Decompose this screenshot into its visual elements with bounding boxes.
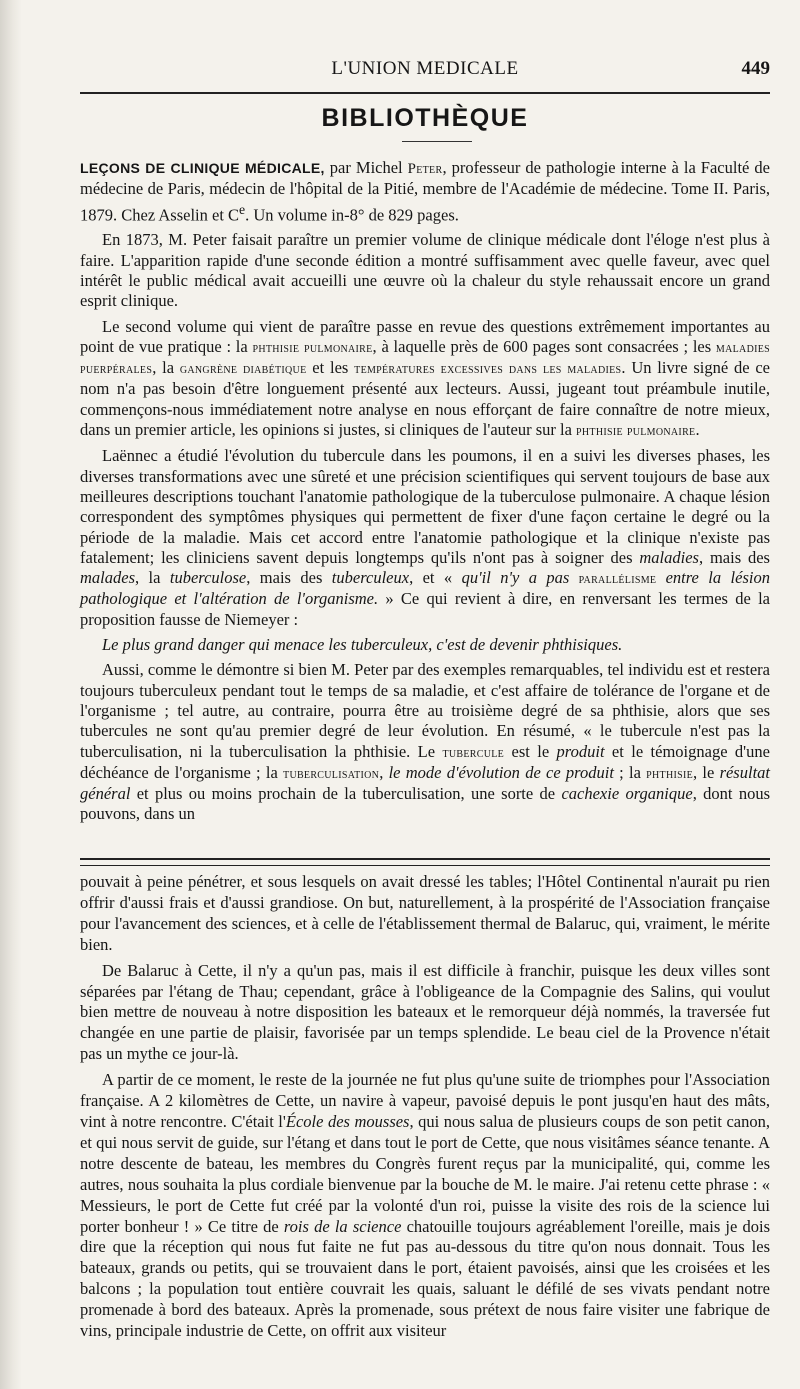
review-paragraph-2: Le second volume qui vient de paraître passe en revue des questions extrêmement importantes au point de vue pratique : la phthisie pulmonaire, à laquelle près de 600 pages sont consacrées ; les maladies puerpérales, la gangrène diabétique et les températures excessives dans les maladies. Un livre signé de ce nom n'a pas besoin d'être longuement présenté aux lecteurs. Aussi, jugeant tout préambule inutile, commençons-nous immédiatement notre analyse en nous efforçant de faire connaître de notre mieux, dans un premier article, les opinions si justes, si cliniques de l'auteur sur la phthisie pulmonaire. (80, 316, 770, 440)
running-head (80, 58, 770, 82)
section-title: BIBLIOTHÈQUE (321, 104, 529, 132)
review-paragraph-3: Laënnec a étudié l'évolution du tubercule dans les poumons, il en a suivi les diverses phases, les diverses transformations avec une sûreté et une précision scientifiques qui servent toujours de base aux meilleures descriptions touchant l'anatomie pathologique de la tuberculose pulmonaire. A chaque lésion correspondent des symptômes physiques qui permettent de fixer d'une façon certaine le degré ou la période de la maladie. Mais cet accord entre l'anatomie pathologique et la clinique n'existe pas fatalement; les cliniciens savent depuis longtemps qu'ils n'ont pas à soigner des maladies, mais des malades, la tuberculose, mais des tuberculeux, et « qu'il n'y a pas parallélisme entre la lésion pathologique et l'altération de l'organisme. » Ce qui revient à dire, en renversant les termes de la proposition fausse de Niemeyer : (80, 446, 771, 629)
title-rule (402, 141, 472, 142)
book-title: LEÇONS DE CLINIQUE MÉDICALE, (80, 160, 325, 176)
feuilleton-column (80, 872, 770, 1347)
header-rule (80, 92, 770, 94)
binding-gutter (0, 0, 22, 1389)
feuilleton-paragraph-3: A partir de ce moment, le reste de la journée ne fut plus qu'une suite de triomphes pour l'Association française. A 2 kilomètres de Cette, un navire à vapeur, pavoisé depuis le pont jusqu'en haut des mâts, vint à notre rencontre. C'était l'École des mousses, qui nous salua de plusieurs coups de son petit canon, et qui nous servit de guide, sur l'étang et dans tout le port de Cette, que nous visitâmes séance tenante. A notre descente de bateau, les membres du Congrès furent reçus par la municipalité, qui, comme les autres, nous souhaita la plus cordiale bienvenue par la bouche de M. le maire. J'ai retenu cette phrase : « Messieurs, le port de Cette fut créé par la volonté d'un roi, puisse la visite des rois de la science lui porter bonheur ! » Ce titre de rois de la science chatouille toujours agréablement l'oreille, mais je dois dire que la réception qui nous fut faite ne fut pas au-dessous du titre qu'on nous donnait. Tous les bateaux, grands ou petits, qui se trouvaient dans le port, étaient pavoisés, ainsi que les croisées et les balcons ; la population tout entière couvrait les quais, saluant le défilé de ses vivats pendant notre promenade à bord des bateaux. Après la promenade, sous prétext de nous faire visiter une fabrique de vins, principale industrie de Cette, on offrit aux visiteur (80, 1070, 770, 1341)
feuilleton-separator (80, 858, 770, 866)
feuilleton-paragraph-1: pouvait à peine pénétrer, et sous lesquels on avait dressé les tables; l'Hôtel Continental n'aurait pu rien offrir d'aussi frais et d'aussi grandiose. On but, naturellement, à la prospérité de l'Association française pour l'avancement des sciences, et à celle de l'établissement thermal de Balaruc, qui, vraiment, le mérite bien. (80, 872, 770, 954)
quotation: Le plus grand danger qui menace les tuberculeux, c'est de devenir phthisiques. (102, 635, 623, 655)
journal-name: L'UNION MEDICALE (331, 58, 519, 79)
review-column (80, 158, 770, 830)
bibliographic-entry: LEÇONS DE CLINIQUE MÉDICALE, par Michel Peter, professeur de pathologie interne à la Faculté de médecine de Paris, médecin de l'hôpital de la Pitié, membre de l'Académie de médecine. Tome II. Paris, 1879. Chez Asselin et Ce. Un volume in-8° de 829 pages. (80, 158, 770, 225)
author-name: Peter (407, 161, 443, 177)
review-paragraph-4: Aussi, comme le démontre si bien M. Peter par des exemples remarquables, tel individu est et restera toujours tuberculeux pendant tout le temps de sa maladie, et c'est affaire de tolérance de l'organe et de l'organisme ; tel autre, au contraire, pourra être au troisième degré de sa phthisie, alors que ses tubercules ne sont qu'au premier degré de leur évolution. En résumé, « le tubercule n'est pas la tuberculisation, ni la tuberculisation la phthisie. Le tubercule est le produit et le témoignage d'une déchéance de l'organisme ; la tuberculisation, le mode d'évolution de ce produit ; la phthisie, le résultat général et plus ou moins prochain de la tuberculisation, une sorte de cachexie organique, dont nous pouvons, dans un (80, 660, 770, 824)
page-number: 449 (741, 58, 770, 79)
feuilleton-paragraph-2: De Balaruc à Cette, il n'y a qu'un pas, mais il est difficile à franchir, puisque les deux villes sont séparées par l'étang de Thau; cependant, grâce à l'obligeance de la Compagnie des Salins, qui voulut bien mettre de nouveau à notre disposition les bateaux et le remorqueur déjà nommés, la traversée fut changée en une partie de plaisir, favorisée par un temps splendide. Le beau ciel de la Provence n'était pas un mythe ce jour-là. (80, 960, 770, 1064)
review-paragraph-1: En 1873, M. Peter faisait paraître un premier volume de clinique médicale dont l'éloge n'est plus à faire. L'apparition rapide d'une seconde édition a montré suffisamment avec quelle faveur, avec quel intérêt le public médical avait accueilli une œuvre où la chaleur du style rehaussait encore un grand esprit clinique. (80, 230, 770, 311)
